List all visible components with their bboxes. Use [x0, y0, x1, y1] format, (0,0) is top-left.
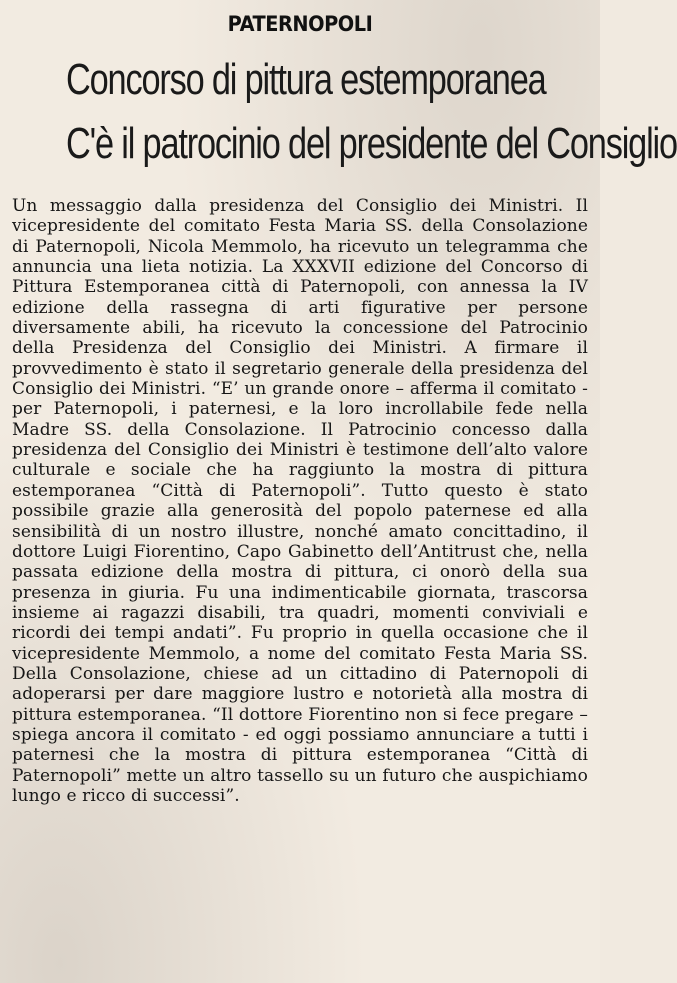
section-kicker: PATERNOPOLI — [227, 12, 373, 36]
headline-line-1: Concorso di pittura estemporanea — [66, 55, 546, 104]
headline-line-2: C'è il patrocinio del presidente del Consiglio — [66, 119, 677, 168]
article-body — [12, 196, 588, 806]
article-paragraph: Un messaggio dalla presidenza del Consiglio dei Ministri. Il vicepresidente del comitato Festa Maria SS. della Consolazione di Paternopoli, Nicola Memmolo, ha ricevuto un telegramma che annuncia una lieta notizia. La XXXVII edizione del Concorso di Pittura Estemporanea città di Paternopoli, con annessa la IV edizione della rassegna di arti figurative per persone diversamente abili, ha ricevuto la concessione del Patrocinio della Presidenza del Consiglio dei Ministri. A firmare il provvedimento è stato il segretario generale della presidenza del Consiglio dei Ministri. “E’ un grande onore – afferma il comitato - per Paternopoli, i paternesi, e la loro incrollabile fede nella Madre SS. della Consolazione. Il Patrocinio concesso dalla presidenza del Consiglio dei Ministri è testimone dell’alto valore culturale e sociale che ha raggiunto la mostra di pittura estemporanea “Città di Paternopoli”. Tutto questo è stato possibile grazie alla generosità del popolo paternese ed alla sensibilità di un nostro illustre, nonché amato concittadino, il dottore Luigi Fiorentino, Capo Gabinetto dell’Antitrust che, nella passata edizione della mostra di pittura, ci onorò della sua presenza in giuria. Fu una indimenticabile giornata, trascorsa insieme ai ragazzi disabili, tra quadri, momenti conviviali e ricordi dei tempi andati”. Fu proprio in quella occasione che il vicepresidente Memmolo, a nome del comitato Festa Maria SS. Della Consolazione, chiese ad un cittadino di Paternopoli di adoperarsi per dare maggiore lustro e notorietà alla mostra di pittura estemporanea. “Il dottore Fiorentino non si fece pregare – spiega ancora il comitato - ed oggi possiamo annunciare a tutti i paternesi che la mostra di pittura estemporanea “Città di Paternopoli” mette un altro tassello su un futuro che auspichiamo lungo e ricco di successi”. — [12, 196, 588, 806]
